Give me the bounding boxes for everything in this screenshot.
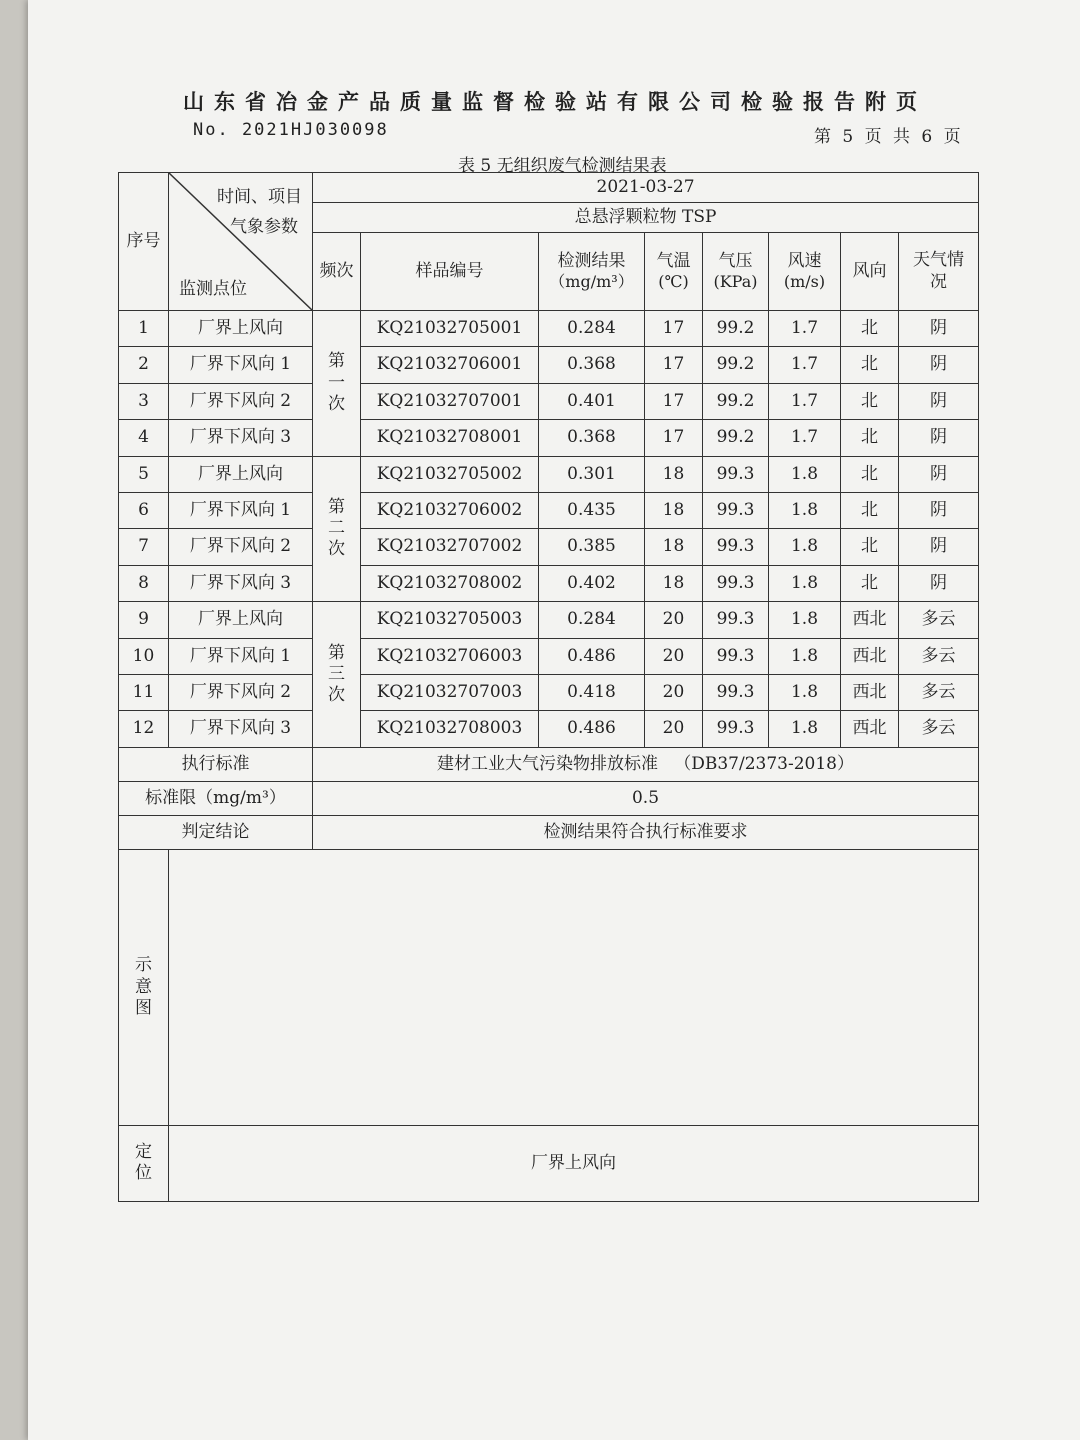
sample-id: KQ21032707001 xyxy=(361,383,539,419)
pressure: 99.3 xyxy=(703,565,769,601)
monitor-point: 厂界下风向 2 xyxy=(169,674,313,710)
round-label: 第二次 xyxy=(313,456,361,602)
diagram-label: 示意图 xyxy=(119,849,169,1125)
standard-label: 执行标准 xyxy=(119,747,313,781)
monitor-point: 厂界下风向 3 xyxy=(169,711,313,747)
header-pressure xyxy=(703,233,769,311)
temperature: 17 xyxy=(645,383,703,419)
weather: 多云 xyxy=(899,602,979,638)
report-number: No. 2021HJ030098 xyxy=(193,120,389,140)
result-value: 0.435 xyxy=(539,492,645,528)
result-value: 0.284 xyxy=(539,602,645,638)
header-wind-dir: 风向 xyxy=(841,233,899,311)
row-number: 6 xyxy=(119,492,169,528)
standard-value: 建材工业大气污染物排放标准 （DB37/2373-2018） xyxy=(313,747,979,781)
row-number: 5 xyxy=(119,456,169,492)
header-time-item: 时间、项目 xyxy=(217,187,302,207)
round-label: 第三次 xyxy=(313,602,361,748)
wind-direction: 北 xyxy=(841,311,899,347)
result-value: 0.418 xyxy=(539,674,645,710)
header-item: 总悬浮颗粒物 TSP xyxy=(313,203,979,233)
wind-speed: 1.7 xyxy=(769,383,841,419)
sample-id: KQ21032706003 xyxy=(361,638,539,674)
results-table xyxy=(118,172,979,1202)
temperature: 18 xyxy=(645,492,703,528)
row-number: 7 xyxy=(119,529,169,565)
row-number: 1 xyxy=(119,311,169,347)
table-row xyxy=(119,565,979,601)
wind-direction: 西北 xyxy=(841,674,899,710)
pressure: 99.2 xyxy=(703,420,769,456)
header-pressure-unit: (KPa) xyxy=(713,272,758,292)
pressure: 99.3 xyxy=(703,638,769,674)
row-number: 10 xyxy=(119,638,169,674)
result-value: 0.301 xyxy=(539,456,645,492)
table-row xyxy=(119,529,979,565)
table-row xyxy=(119,492,979,528)
table-row xyxy=(119,602,979,638)
wind-direction: 西北 xyxy=(841,711,899,747)
sample-id: KQ21032707002 xyxy=(361,529,539,565)
sample-id: KQ21032708002 xyxy=(361,565,539,601)
result-value: 0.402 xyxy=(539,565,645,601)
header-temp-label: 气温 xyxy=(656,250,691,271)
monitor-point: 厂界下风向 2 xyxy=(169,383,313,419)
wind-speed: 1.8 xyxy=(769,602,841,638)
header-wind-speed-unit: (m/s) xyxy=(783,272,826,292)
header-weather: 天气情况 xyxy=(899,233,979,311)
diagram-area xyxy=(169,849,979,1125)
sample-id: KQ21032705001 xyxy=(361,311,539,347)
pressure: 99.3 xyxy=(703,529,769,565)
temperature: 18 xyxy=(645,529,703,565)
wind-direction: 北 xyxy=(841,565,899,601)
row-number: 3 xyxy=(119,383,169,419)
pressure: 99.2 xyxy=(703,347,769,383)
monitor-point: 厂界下风向 1 xyxy=(169,347,313,383)
pressure: 99.3 xyxy=(703,674,769,710)
wind-speed: 1.8 xyxy=(769,565,841,601)
result-value: 0.368 xyxy=(539,420,645,456)
temperature: 18 xyxy=(645,565,703,601)
result-value: 0.486 xyxy=(539,638,645,674)
wind-speed: 1.8 xyxy=(769,711,841,747)
weather: 多云 xyxy=(899,711,979,747)
monitor-point: 厂界下风向 1 xyxy=(169,492,313,528)
weather: 阴 xyxy=(899,456,979,492)
temperature: 17 xyxy=(645,347,703,383)
wind-speed: 1.8 xyxy=(769,638,841,674)
table-row xyxy=(119,383,979,419)
table-row xyxy=(119,311,979,347)
header-pressure-label: 气压 xyxy=(718,250,753,271)
header-monitor-point: 监测点位 xyxy=(179,278,247,299)
result-value: 0.385 xyxy=(539,529,645,565)
row-number: 11 xyxy=(119,674,169,710)
weather: 阴 xyxy=(899,492,979,528)
pressure: 99.3 xyxy=(703,456,769,492)
wind-direction: 北 xyxy=(841,347,899,383)
sample-id: KQ21032708001 xyxy=(361,420,539,456)
row-number: 4 xyxy=(119,420,169,456)
weather: 多云 xyxy=(899,638,979,674)
table-row xyxy=(119,711,979,747)
header-result-unit: （mg/m³） xyxy=(549,272,634,292)
table-row xyxy=(119,638,979,674)
result-value: 0.486 xyxy=(539,711,645,747)
wind-direction: 北 xyxy=(841,456,899,492)
sample-id: KQ21032708003 xyxy=(361,711,539,747)
temperature: 20 xyxy=(645,602,703,638)
result-value: 0.401 xyxy=(539,383,645,419)
header-wind-speed-label: 风速 xyxy=(787,250,822,271)
monitor-point: 厂界下风向 3 xyxy=(169,420,313,456)
temperature: 17 xyxy=(645,311,703,347)
row-number: 2 xyxy=(119,347,169,383)
sample-id: KQ21032705003 xyxy=(361,602,539,638)
header-freq: 频次 xyxy=(313,233,361,311)
weather: 阴 xyxy=(899,347,979,383)
wind-direction: 北 xyxy=(841,420,899,456)
limit-label: 标准限（mg/m³） xyxy=(119,781,313,815)
temperature: 20 xyxy=(645,711,703,747)
wind-speed: 1.8 xyxy=(769,492,841,528)
monitor-point: 厂界上风向 xyxy=(169,456,313,492)
sample-id: KQ21032706002 xyxy=(361,492,539,528)
monitor-point: 厂界下风向 2 xyxy=(169,529,313,565)
monitor-point: 厂界下风向 1 xyxy=(169,638,313,674)
table-row xyxy=(119,674,979,710)
monitor-point: 厂界上风向 xyxy=(169,602,313,638)
limit-value: 0.5 xyxy=(313,781,979,815)
sample-id: KQ21032706001 xyxy=(361,347,539,383)
weather: 阴 xyxy=(899,383,979,419)
wind-direction: 北 xyxy=(841,529,899,565)
header-result xyxy=(539,233,645,311)
location-label: 定位 xyxy=(119,1125,169,1201)
weather: 阴 xyxy=(899,565,979,601)
pressure: 99.2 xyxy=(703,383,769,419)
company-title: 山东省冶金产品质量监督检验站有限公司检验报告附页 xyxy=(183,90,927,114)
wind-speed: 1.8 xyxy=(769,529,841,565)
header-result-label: 检测结果 xyxy=(557,250,626,271)
header-seq: 序号 xyxy=(119,173,169,311)
row-number: 9 xyxy=(119,602,169,638)
table-title: 表 5 无组织废气检测结果表 xyxy=(458,156,667,176)
pressure: 99.3 xyxy=(703,492,769,528)
row-number: 8 xyxy=(119,565,169,601)
header-wind-speed xyxy=(769,233,841,311)
result-value: 0.284 xyxy=(539,311,645,347)
weather: 阴 xyxy=(899,529,979,565)
weather: 阴 xyxy=(899,420,979,456)
table-row xyxy=(119,420,979,456)
conclusion-label: 判定结论 xyxy=(119,815,313,849)
header-date: 2021-03-27 xyxy=(313,173,979,203)
temperature: 20 xyxy=(645,674,703,710)
wind-speed: 1.8 xyxy=(769,674,841,710)
row-number: 12 xyxy=(119,711,169,747)
wind-direction: 北 xyxy=(841,492,899,528)
round-label: 第一次 xyxy=(313,311,361,457)
weather: 多云 xyxy=(899,674,979,710)
result-value: 0.368 xyxy=(539,347,645,383)
monitor-point: 厂界上风向 xyxy=(169,311,313,347)
header-weather-params: 气象参数 xyxy=(230,217,298,237)
wind-speed: 1.7 xyxy=(769,420,841,456)
wind-direction: 北 xyxy=(841,383,899,419)
temperature: 17 xyxy=(645,420,703,456)
location-value: 厂界上风向 xyxy=(169,1125,979,1201)
wind-speed: 1.8 xyxy=(769,456,841,492)
table-row xyxy=(119,456,979,492)
wind-speed: 1.7 xyxy=(769,311,841,347)
table-row xyxy=(119,347,979,383)
page-info: 第 5 页 共 6 页 xyxy=(814,127,964,147)
header-temp xyxy=(645,233,703,311)
pressure: 99.3 xyxy=(703,711,769,747)
wind-direction: 西北 xyxy=(841,638,899,674)
header-sample: 样品编号 xyxy=(361,233,539,311)
temperature: 20 xyxy=(645,638,703,674)
pressure: 99.3 xyxy=(703,602,769,638)
wind-speed: 1.7 xyxy=(769,347,841,383)
pressure: 99.2 xyxy=(703,311,769,347)
conclusion-value: 检测结果符合执行标准要求 xyxy=(313,815,979,849)
weather: 阴 xyxy=(899,311,979,347)
sample-id: KQ21032707003 xyxy=(361,674,539,710)
header-temp-unit: (℃) xyxy=(658,272,689,292)
monitor-point: 厂界下风向 3 xyxy=(169,565,313,601)
sample-id: KQ21032705002 xyxy=(361,456,539,492)
wind-direction: 西北 xyxy=(841,602,899,638)
temperature: 18 xyxy=(645,456,703,492)
header-diagonal-cell xyxy=(169,173,313,311)
